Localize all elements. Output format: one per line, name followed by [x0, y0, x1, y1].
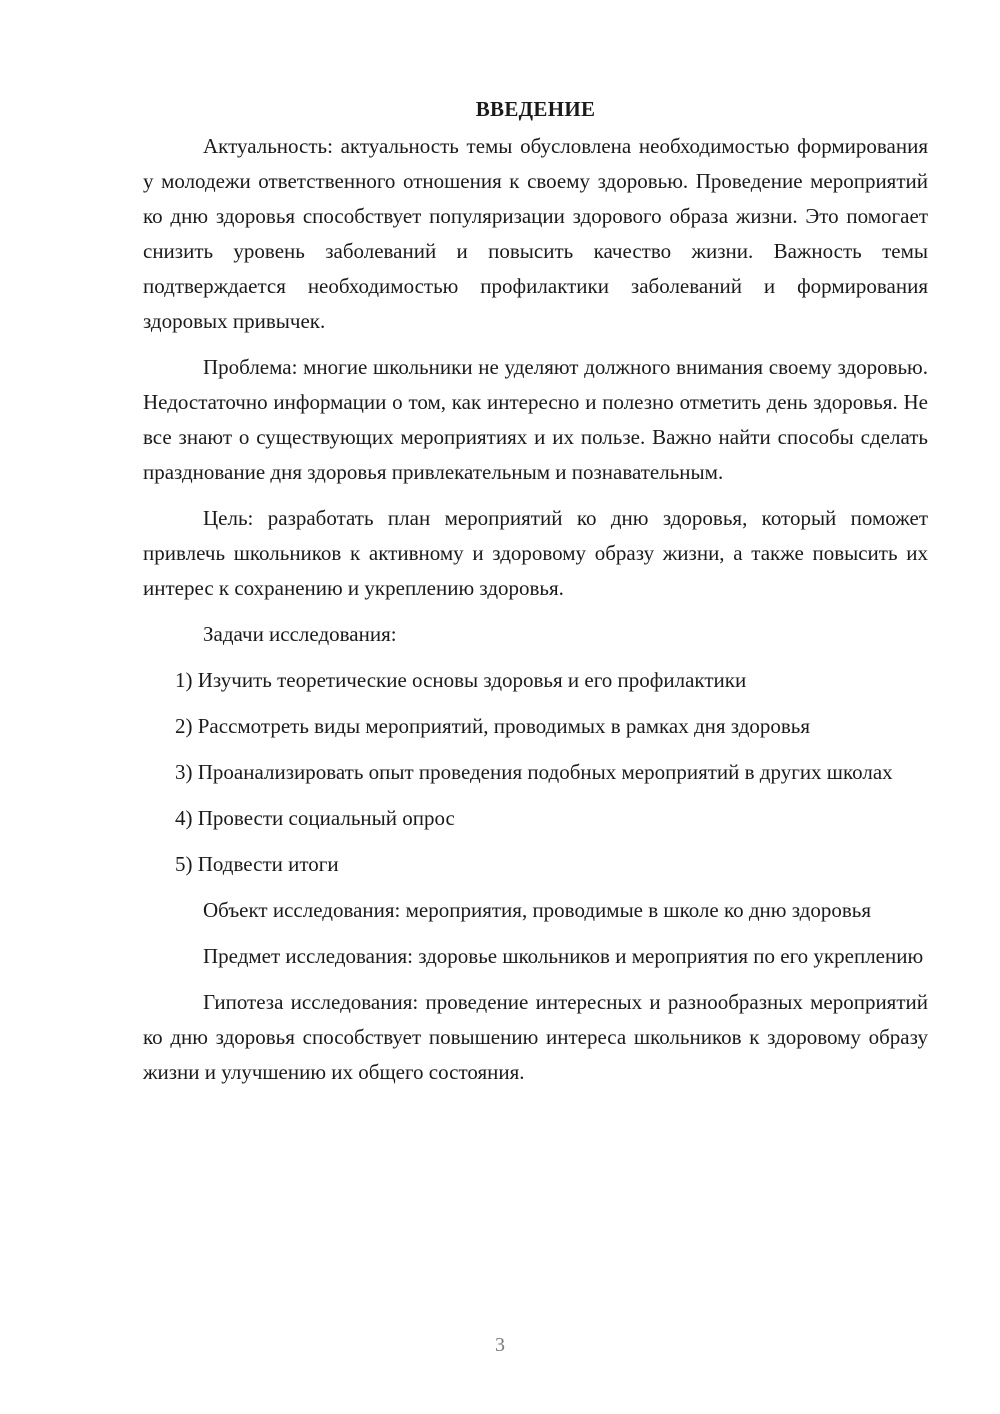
task-item-4: 4) Провести социальный опрос: [175, 806, 455, 830]
paragraph-hypothesis: Гипотеза исследования: проведение интересных и разнообразных мероприятий ко дню здоровья способствует повышению интереса школьников к здоровому образу жизни и улучшению их общего состояния.: [143, 990, 928, 1084]
paragraph-object: Объект исследования: мероприятия, проводимые в школе ко дню здоровья: [203, 898, 871, 922]
paragraph-subject: Предмет исследования: здоровье школьников и мероприятия по его укреплению: [203, 944, 924, 968]
document-page: [143, 92, 928, 1090]
task-item-3: 3) Проанализировать опыт проведения подобных мероприятий в других школах: [175, 760, 893, 784]
page-title: ВВЕДЕНИЕ: [475, 97, 596, 121]
paragraph-relevance: Актуальность: актуальность темы обусловлена необходимостью формирования у молодежи ответственного отношения к своему здоровью. Проведение мероприятий ко дню здоровья способствует популяризации здорового образа жизни. Это помогает снизить уровень заболеваний и повысить качество жизни. Важность темы подтверждается необходимостью профилактики заболеваний и формирования здоровых привычек.: [143, 134, 928, 333]
paragraph-goal: Цель: разработать план мероприятий ко дню здоровья, который поможет привлечь школьников к активному и здоровому образу жизни, а также повысить их интерес к сохранению и укреплению здоровья.: [143, 506, 928, 600]
task-item-2: 2) Рассмотреть виды мероприятий, проводимых в рамках дня здоровья: [175, 714, 811, 738]
tasks-heading: Задачи исследования:: [203, 622, 397, 646]
task-item-5: 5) Подвести итоги: [175, 852, 339, 876]
paragraph-problem: Проблема: многие школьники не уделяют должного внимания своему здоровью. Недостаточно информации о том, как интересно и полезно отметить день здоровья. Не все знают о существующих мероприятиях и их пользе. Важно найти способы сделать празднование дня здоровья привлекательным и познавательным.: [143, 355, 928, 484]
page-number: 3: [495, 1334, 505, 1356]
task-item-1: 1) Изучить теоретические основы здоровья и его профилактики: [175, 668, 747, 692]
